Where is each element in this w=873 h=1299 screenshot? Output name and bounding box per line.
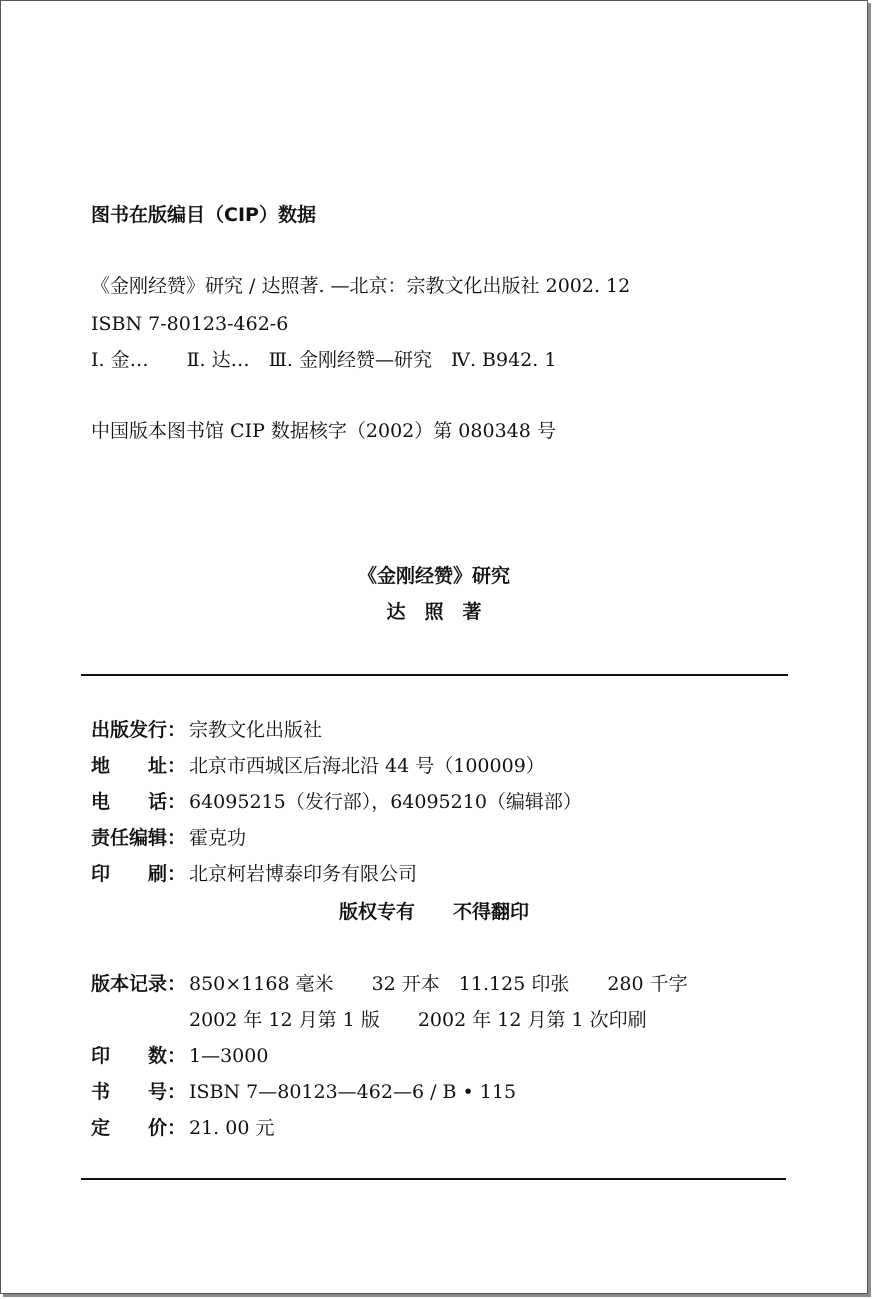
- book-title: 《金刚经赞》研究: [357, 565, 510, 587]
- record-line2: 2002 年 12 月第 1 版 2002 年 12 月第 1 次印刷: [189, 1009, 647, 1031]
- cip-subject-line: Ⅰ. 金… Ⅱ. 达… Ⅲ. 金刚经赞—研究 Ⅳ. B942. 1: [91, 349, 557, 371]
- top-divider: [81, 674, 788, 676]
- bottom-divider: [81, 1178, 786, 1180]
- editor-label: 责任编辑：: [91, 827, 187, 849]
- copyright-notice: 版权专有 不得翻印: [338, 901, 529, 923]
- printer-label: 印 刷：: [91, 863, 187, 885]
- record-line1: 850×1168 毫米 32 开本 11.125 印张 280 千字: [189, 973, 688, 995]
- publisher-label: 出版发行：: [91, 719, 187, 741]
- price-value: 21. 00 元: [189, 1117, 275, 1139]
- address-value: 北京市西城区后海北沿 44 号（100009）: [189, 755, 545, 777]
- number-value: ISBN 7—80123—462—6 / B • 115: [189, 1081, 517, 1103]
- cip-heading: 图书在版编目（CIP）数据: [91, 204, 316, 226]
- phone-value: 64095215（发行部），64095210（编辑部）: [189, 791, 582, 813]
- record-label: 版本记录：: [91, 973, 187, 995]
- cip-approval-line: 中国版本图书馆 CIP 数据核字（2002）第 080348 号: [91, 420, 556, 442]
- address-label: 地 址：: [91, 755, 187, 777]
- publisher-value: 宗教文化出版社: [189, 719, 323, 741]
- book-author: 达 照 著: [386, 601, 482, 623]
- count-label: 印 数：: [91, 1045, 187, 1067]
- number-label: 书 号：: [91, 1081, 187, 1103]
- price-label: 定 价：: [91, 1117, 187, 1139]
- count-value: 1—3000: [189, 1045, 269, 1067]
- cip-isbn-line: ISBN 7-80123-462-6: [91, 313, 289, 335]
- editor-value: 霍克功: [189, 827, 247, 849]
- printer-value: 北京柯岩博泰印务有限公司: [189, 863, 418, 885]
- phone-label: 电 话：: [91, 791, 187, 813]
- cip-title-line: 《金刚经赞》研究 / 达照著. —北京：宗教文化出版社 2002. 12: [91, 275, 631, 297]
